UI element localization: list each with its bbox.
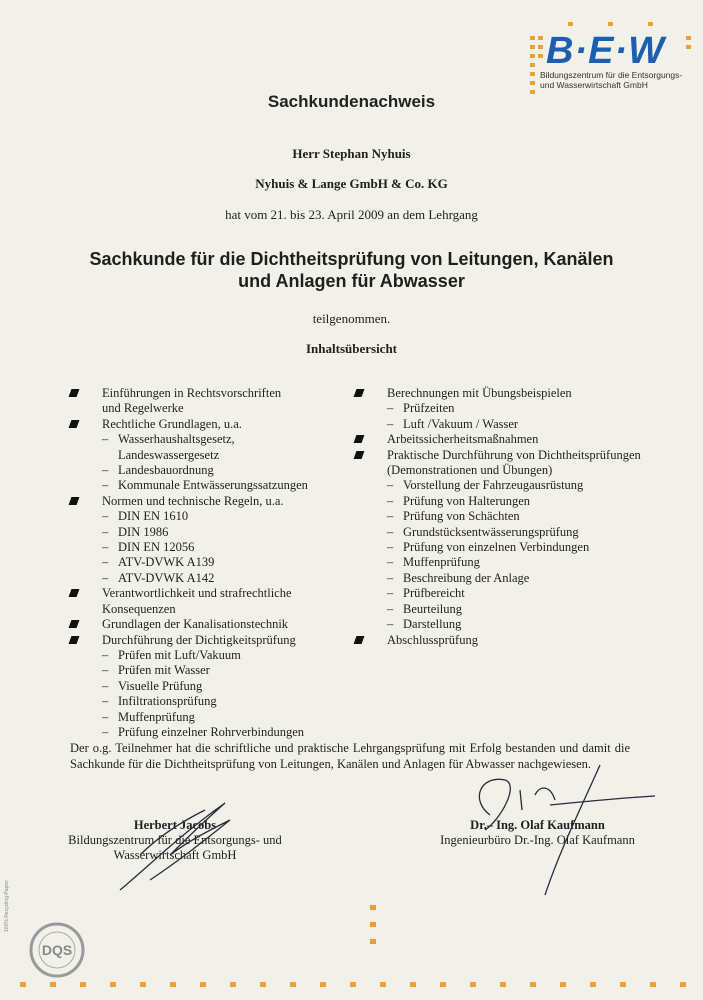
toc-sub-item [355,478,655,493]
dash-icon: – [387,524,394,539]
toc-sub-item [70,663,335,678]
toc-sub-item [355,540,655,555]
dash-icon: – [387,416,394,431]
toc-item-text: Prüfzeiten [403,401,455,416]
toc-item-text: Rechtliche Grundlagen, u.a. [102,416,242,431]
toc-item-text: Landesbauordnung [118,463,214,478]
signatory-org-left-line1: Bildungszentrum für die Entsorgungs- und [68,833,282,847]
toc-item-text: DIN EN 1610 [118,509,189,524]
bullet-icon [69,389,80,397]
logo-subtitle [540,70,700,90]
toc-main-item [70,617,335,632]
dash-icon: – [102,678,109,693]
bullet-icon [69,620,80,628]
toc-sub-item [70,555,335,570]
dash-icon: – [387,493,394,508]
toc-main-item [70,586,335,601]
dash-icon: – [102,647,109,662]
document-title: Sachkundenachweis [267,92,436,111]
toc-item-text: Muffenprüfung [118,709,195,724]
toc-item-text: Grundlagen der Kanalisationstechnik [102,617,289,632]
course-title [60,248,643,292]
closing-paragraph: Der o.g. Teilnehmer hat die schriftliche und praktische Lehrgangsprüfung mit Erfolg bestanden und damit die Sachkunde für die Dichtheitsprüfung von Leitungen, Kanälen und Anlagen für Abwasser nachgewiesen. [70,741,630,771]
toc-sub-item [70,478,335,493]
dash-icon: – [387,540,394,555]
bullet-icon [354,451,365,459]
toc-main-item [355,432,655,447]
dash-icon: – [102,724,109,739]
toc-sub-item [355,401,655,416]
signatory-name-right: Dr.– Ing. Olaf Kaufmann [470,818,605,832]
bullet-icon [354,435,365,443]
toc-item-text: Verantwortlichkeit und strafrechtliche [102,586,292,601]
toc-item-text: DIN 1986 [118,524,169,539]
toc-item-text: Abschlussprüfung [387,632,478,647]
signatory-name-left: Herbert Jacobs [133,818,217,832]
dash-icon: – [102,555,109,570]
toc-item-text: ATV-DVWK A139 [118,555,215,570]
toc-sub-item [355,417,655,432]
toc-continuation [70,401,335,416]
toc-item-text: Arbeitssicherheitsmaßnahmen [387,432,539,447]
signatory-org-right-line1: Ingenieurbüro Dr.-Ing. Olaf Kaufmann [440,833,635,847]
recipient-name: Herr Stephan Nyhuis [292,146,411,161]
toc-sub-item [70,710,335,725]
toc-sub-item [355,509,655,524]
toc-continuation [70,602,335,617]
toc-item-text: Muffenprüfung [403,555,480,570]
toc-item-text: Konsequenzen [102,601,176,616]
toc-sub-item [70,648,335,663]
toc-item-text: Einführungen in Rechtsvorschriften [102,386,282,400]
bullet-icon [69,636,80,644]
dash-icon: – [387,601,394,616]
toc-sub-item [70,694,335,709]
toc-item-text: Prüfen mit Luft/Vakuum [118,647,241,662]
toc-item-text: Prüfung von einzelnen Verbindungen [403,540,590,555]
dash-icon: – [387,509,394,524]
toc-item-text: Luft /Vakuum / Wasser [403,416,519,431]
signatory-org-left-line2: Wasserwirtschaft GmbH [113,848,237,862]
toc-sub-item [355,602,655,617]
dash-icon: – [102,540,109,555]
handwritten-signature-left [110,795,250,895]
toc-item-text: Vorstellung der Fahrzeugausrüstung [403,478,584,493]
toc-item-text: Prüfung von Halterungen [403,493,531,508]
toc-item-text: ATV-DVWK A142 [118,570,215,585]
toc-main-item [70,386,335,401]
toc-sub-item [70,679,335,694]
toc-main-item [355,448,655,463]
decorative-side-dots [360,900,390,960]
participated-text: teilgenommen. [312,311,391,326]
toc-sub-item [355,525,655,540]
dash-icon: – [102,463,109,478]
toc-item-text: Wasserhaushaltsgesetz, Landeswassergesetz [118,432,235,462]
logo-subtitle-line1: Bildungszentrum für die Entsorgungs- [540,70,683,80]
toc-item-text: DIN EN 12056 [118,540,195,555]
dash-icon: – [387,555,394,570]
toc-item-text: Prüfung von Schächten [403,509,520,524]
course-title-line2: und Anlagen für Abwasser [238,271,465,291]
bullet-icon [69,497,80,505]
toc-item-text: Beschreibung der Anlage [403,570,530,585]
logo-letters: B·E·W [546,30,665,72]
dash-icon: – [387,570,394,585]
date-line: hat vom 21. bis 23. April 2009 an dem Lehrgang [225,207,478,222]
toc-item-text: Beurteilung [403,601,463,616]
handwritten-signature-right [460,760,660,900]
toc-main-item [70,494,335,509]
dash-icon: – [387,617,394,632]
company-name: Nyhuis & Lange GmbH & Co. KG [255,176,448,191]
bullet-icon [69,420,80,428]
recycled-paper-note: 100% Recycling-Papier [4,880,10,932]
bullet-icon [354,389,365,397]
toc-sub-item [70,432,335,463]
toc-main-item [355,633,655,648]
toc-item-text: Berechnungen mit Übungsbeispielen [387,386,572,400]
toc-item-text: Praktische Durchführung von Dichtheitsprüfungen [387,447,641,462]
toc-item-text: Infiltrationsprüfung [118,694,217,709]
toc-item-text: Durchführung der Dichtigkeitsprüfung [102,632,296,647]
toc-item-text: Darstellung [403,617,462,632]
toc-right-column [355,386,655,648]
dash-icon: – [102,478,109,493]
toc-sub-item [70,571,335,586]
toc-main-item [355,386,655,401]
stamp-letters: DQS [41,942,73,958]
course-title-line1: Sachkunde für die Dichtheitsprüfung von Leitungen, Kanälen [89,249,614,269]
bew-logo [528,16,698,96]
decorative-dot-border [0,970,703,1000]
dash-icon: – [102,663,109,678]
toc-item-text: Kommunale Entwässerungssatzungen [118,478,308,493]
toc-item-text: Prüfung einzelner Rohrverbindungen [118,724,305,739]
toc-item-text: und Regelwerke [102,401,184,416]
toc-sub-item [70,463,335,478]
toc-sub-item [355,617,655,632]
toc-sub-item [70,525,335,540]
logo-subtitle-line2: und Wasserwirtschaft GmbH [540,80,648,90]
dash-icon: – [102,432,109,447]
dash-icon: – [102,709,109,724]
toc-main-item [70,633,335,648]
toc-sub-item [70,725,335,740]
dash-icon: – [102,570,109,585]
toc-sub-item [355,571,655,586]
toc-item-text: Prüfbereicht [403,586,465,601]
dash-icon: – [387,586,394,601]
toc-item-text: (Demonstrationen und Übungen) [387,463,553,478]
toc-sub-item [355,555,655,570]
toc-main-item [70,417,335,432]
toc-sub-item [355,494,655,509]
toc-heading: Inhaltsübersicht [305,341,398,356]
toc-item-text: Prüfen mit Wasser [118,663,210,678]
dash-icon: – [102,509,109,524]
toc-left-column [70,386,335,740]
dash-icon: – [387,478,394,493]
dash-icon: – [102,694,109,709]
bullet-icon [354,636,365,644]
dash-icon: – [102,524,109,539]
toc-sub-item [355,586,655,601]
dash-icon: – [387,401,394,416]
bullet-icon [69,589,80,597]
toc-continuation [355,463,655,478]
toc-item-text: Normen und technische Regeln, u.a. [102,493,284,508]
toc-item-text: Visuelle Prüfung [118,678,203,693]
toc-sub-item [70,509,335,524]
toc-sub-item [70,540,335,555]
toc-item-text: Grundstücksentwässerungsprüfung [403,524,579,539]
